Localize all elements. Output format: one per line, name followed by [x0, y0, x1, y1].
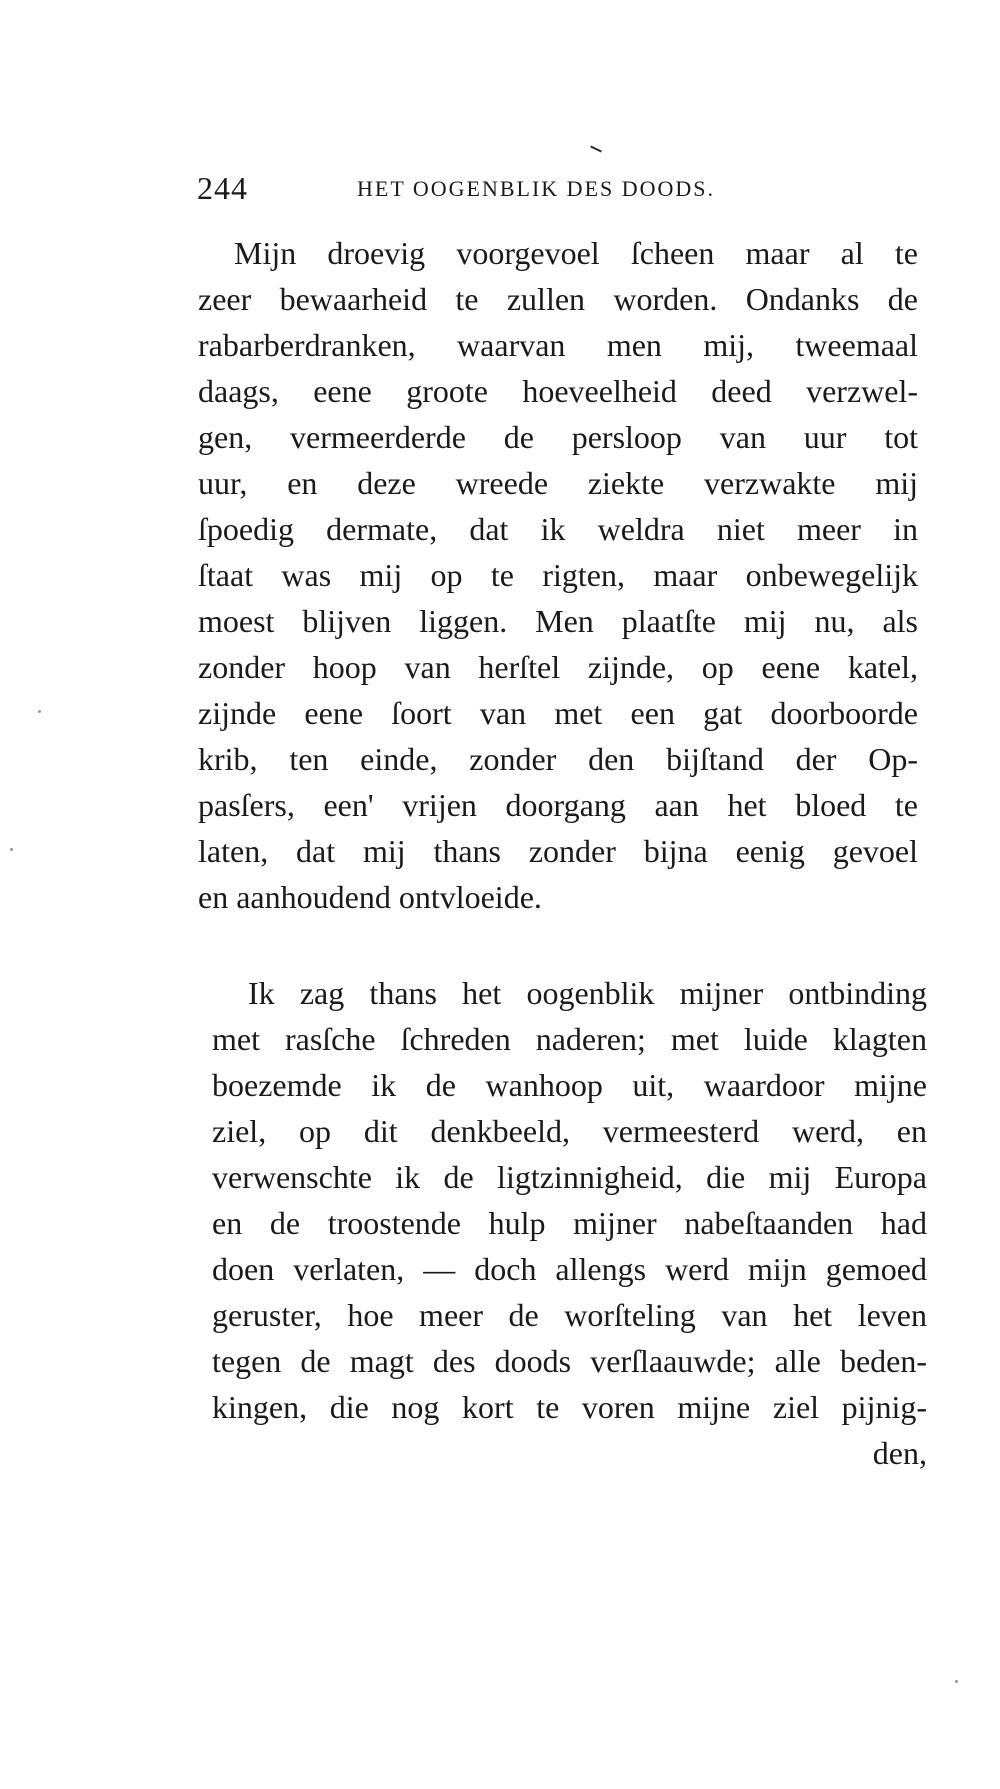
text-line: krib, ten einde, zonder den bijſtand der Op-: [198, 741, 918, 777]
text-line: verwenschte ik de ligtzinnigheid, die mij Europa: [212, 1159, 927, 1195]
text-line: gen, vermeerderde de persloop van uur tot: [198, 419, 918, 455]
paper-speck: [10, 848, 13, 851]
text-line: boezemde ik de wanhoop uit, waardoor mijne: [212, 1067, 927, 1103]
text-line: geruster, hoe meer de worſteling van het leven: [212, 1297, 927, 1333]
text-line: daags, eene groote hoeveelheid deed verzwel-: [198, 373, 918, 409]
text-line: Ik zag thans het oogenblik mijner ontbinding: [248, 975, 927, 1011]
text-line: met rasſche ſchreden naderen; met luide klagten: [212, 1021, 927, 1057]
text-line: zeer bewaarheid te zullen worden. Ondanks de: [198, 281, 918, 317]
text-line: rabarberdranken, waarvan men mij, tweemaal: [198, 327, 918, 363]
page-header: [197, 170, 757, 210]
paper-speck: [955, 1680, 958, 1683]
text-line: den,: [872, 1435, 927, 1471]
paragraph-2: [212, 970, 927, 1476]
paragraph-1: [198, 230, 918, 920]
text-line: tegen de magt des doods verſlaauwde; alle beden-: [212, 1343, 927, 1379]
text-line: kingen, die nog kort te voren mijne ziel pijnig-: [212, 1389, 927, 1425]
text-line: laten, dat mij thans zonder bijna eenig gevoel: [198, 833, 918, 869]
text-line: en de troostende hulp mijner nabeſtaanden had: [212, 1205, 927, 1241]
running-head: HET OOGENBLIK DES DOODS.: [357, 176, 716, 201]
text-line: zijnde eene ſoort van met een gat doorboorde: [198, 695, 918, 731]
text-line: ſtaat was mij op te rigten, maar onbewegelijk: [198, 557, 918, 593]
paper-speck: [38, 710, 41, 713]
text-line: doen verlaten, — doch allengs werd mijn gemoed: [212, 1251, 927, 1287]
text-line: ziel, op dit denkbeeld, vermeesterd werd, en: [212, 1113, 927, 1149]
text-line: zonder hoop van herſtel zijnde, op eene katel,: [198, 649, 918, 685]
text-line: en aanhoudend ontvloeide.: [198, 879, 542, 915]
text-line: pasſers, een' vrijen doorgang aan het bloed te: [198, 787, 918, 823]
text-line: moest blijven liggen. Men plaatſte mij nu, als: [198, 603, 918, 639]
printer-mark: [590, 146, 602, 153]
text-line: Mijn droevig voorgevoel ſcheen maar al te: [234, 235, 918, 271]
text-line: uur, en deze wreede ziekte verzwakte mij: [198, 465, 918, 501]
page-number: 244: [197, 170, 248, 206]
text-line: ſpoedig dermate, dat ik weldra niet meer in: [198, 511, 918, 547]
